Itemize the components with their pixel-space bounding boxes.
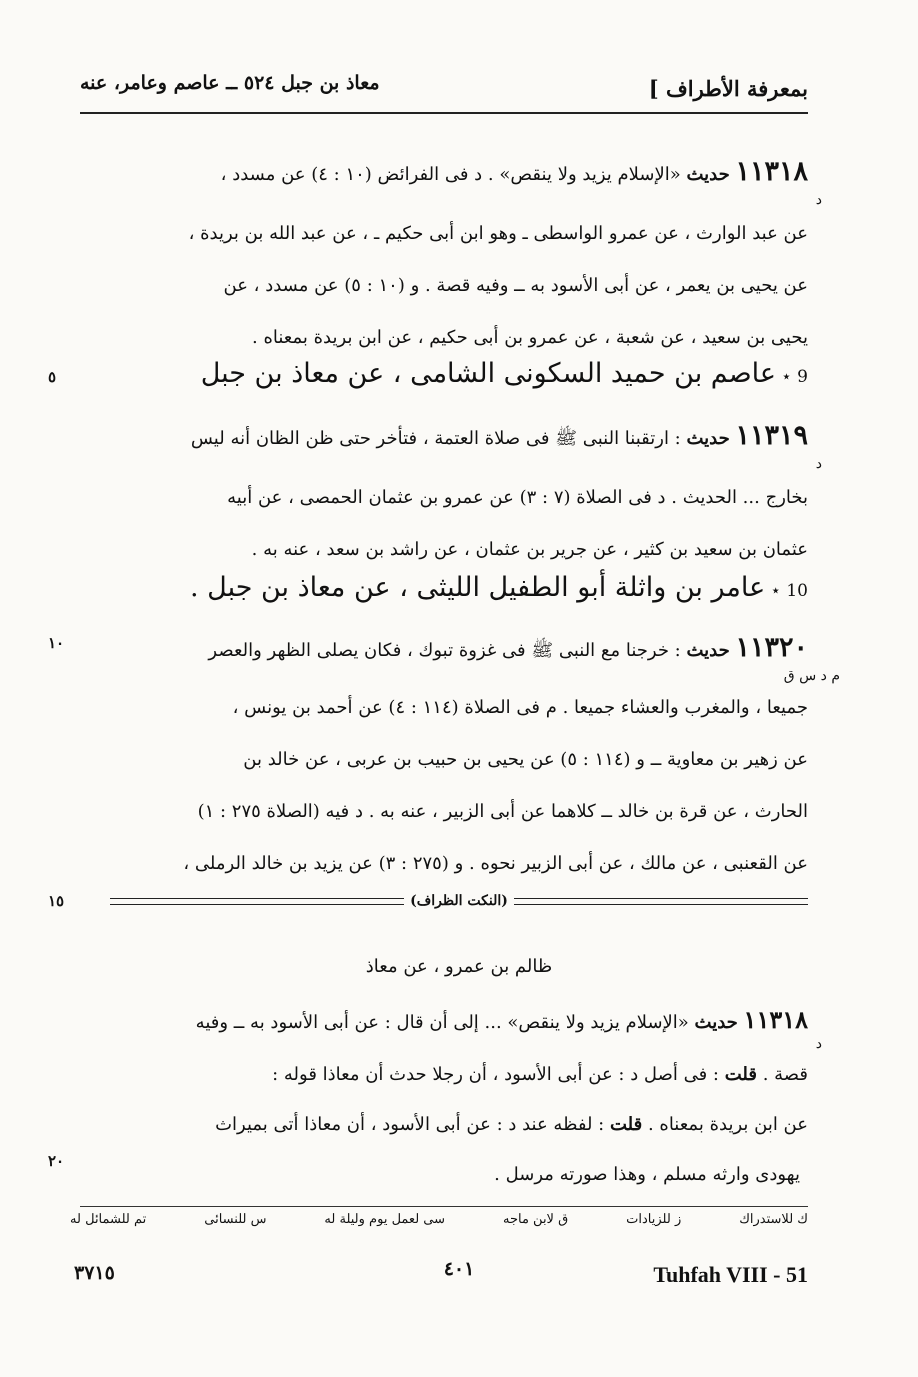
line-number-margin: ٥	[48, 368, 57, 386]
hadith-keyword: حديث	[686, 164, 730, 185]
hadith-keyword: حديث	[686, 640, 730, 661]
nukat-divider	[110, 893, 808, 909]
entry-line: بخارج ... الحديث . د فى الصلاة (٧ : ٣) عن عمرو بن عثمان الحمصى ، عن أبيه	[227, 487, 808, 508]
sigla-key-item: ز للزيادات	[626, 1212, 682, 1227]
qult-label: قلت	[724, 1064, 757, 1085]
entry-line: الحارث ، عن قرة بن خالد ــ كلاهما عن أبى الزبير ، عنه به . د فيه (الصلاة ٢٧٥ : ١)	[197, 801, 808, 822]
entry-line	[78, 1100, 808, 1150]
entry-text: : خرجنا مع النبى ﷺ فى غزوة تبوك ، فكان يصلى الظهر والعصر	[208, 640, 681, 661]
entry-text: : ارتقبنا النبى ﷺ فى صلاة العتمة ، فتأخر حتى ظن الظان أنه ليس	[190, 428, 681, 449]
sigla-key-item: ك للاستدراك	[739, 1212, 808, 1227]
entry-line: عن يحيى بن يعمر ، عن أبى الأسود به ــ وفيه قصة . و (١٠ : ٥) عن مسدد ، عن	[223, 275, 808, 296]
entry-line: جميعا ، والمغرب والعشاء جميعا . م فى الصلاة (١١٤ : ٤) عن أحمد بن يونس ،	[232, 697, 808, 718]
footnote-rule	[80, 1206, 808, 1207]
entry-line: عن زهير بن معاوية ــ و (١١٤ : ٥) عن يحيى بن حبيب بن عربى ، عن خالد بن	[243, 749, 808, 770]
sigla-key-item: ق لابن ماجه	[502, 1212, 569, 1227]
entry-text: : فى أصل د : عن أبى الأسود ، أن رجلا حدث أن معاذا قوله :	[272, 1064, 719, 1085]
hadith-keyword: حديث	[694, 1012, 738, 1033]
entry-text: : لفظه عند د : عن أبى الأسود ، أن معاذا أتى بميراث	[215, 1114, 605, 1135]
entry-lead: قصة .	[762, 1064, 808, 1085]
hadith-number: ١١٣١٩	[735, 420, 808, 451]
double-rule	[110, 898, 404, 905]
sigla: م د س ق	[783, 668, 840, 684]
entry-line: عن عبد الوارث ، عن عمرو الواسطى ـ وهو ابن أبى حكيم ـ ، عن عبد الله بن بريدة ،	[188, 223, 808, 244]
hadith-number: ١١٣١٨	[743, 1005, 808, 1034]
sigla-key-item: س للنسائى	[204, 1212, 267, 1227]
double-rule	[514, 898, 808, 905]
running-head-left: معاذ بن جبل ٥٢٤ ــ عاصم وعامر، عنه	[80, 72, 380, 94]
entry-line	[78, 628, 808, 682]
hadith-number: ١١٣١٨	[735, 156, 808, 187]
sigla-key	[70, 1212, 808, 1227]
volume-page-number: ٣٧١٥	[74, 1262, 115, 1284]
section-marker: 9 ⋆	[781, 367, 808, 387]
entry-text: «الإسلام يزيد ولا ينقص» ... إلى أن قال : عن أبى الأسود به ــ وفيه	[195, 1012, 689, 1033]
entry-line	[78, 416, 808, 472]
header-rule	[80, 112, 808, 114]
entry-line: عثمان بن سعيد بن كثير ، عن جرير بن عثمان ، عن راشد بن سعد ، عنه به .	[251, 539, 808, 560]
entry-text: «الإسلام يزيد ولا ينقص» . د فى الفرائض (١٠ : ٤) عن مسدد ،	[220, 164, 681, 185]
volume-reference: Tuhfah VIII - 51	[653, 1262, 808, 1287]
entry-line: يحيى بن سعيد ، عن شعبة ، عن عمرو بن أبى حكيم ، عن ابن بريدة بمعناه .	[252, 327, 808, 348]
page-number: ٤٠١	[443, 1258, 475, 1280]
hadith-number: ١١٣٢٠	[735, 632, 808, 663]
sigla: د	[815, 1036, 822, 1052]
running-head-right: بمعرفة الأطراف ]	[648, 76, 808, 101]
nukat-entry	[78, 1000, 808, 1200]
entry-11320	[78, 628, 808, 890]
line-number-margin: ١٠	[48, 634, 65, 652]
section-heading-9	[108, 358, 808, 389]
entry-11318	[78, 152, 808, 364]
sigla: د	[815, 192, 822, 208]
line-number-margin: ٢٠	[48, 1152, 65, 1170]
section-title: عاصم بن حميد السكونى الشامى ، عن معاذ بن جبل	[200, 358, 777, 389]
entry-line: يهودى وارثه مسلم ، وهذا صورته مرسل .	[494, 1164, 800, 1185]
section-title: عامر بن واثلة أبو الطفيل الليثى ، عن معاذ بن جبل .	[189, 572, 766, 603]
entry-line	[78, 1050, 808, 1100]
hadith-keyword: حديث	[686, 428, 730, 449]
nukat-subheading: ظالم بن عمرو ، عن معاذ	[365, 956, 553, 977]
section-marker: 10 ⋆	[770, 581, 808, 601]
sigla-key-item: تم للشمائل له	[70, 1212, 147, 1227]
section-heading-10	[108, 572, 808, 603]
divider-label: (النكت الظراف)	[410, 893, 508, 909]
sigla: د	[815, 456, 822, 472]
qult-label: قلت	[609, 1114, 643, 1135]
entry-11319	[78, 416, 808, 576]
entry-line: عن القعنبى ، عن مالك ، عن أبى الزبير نحوه . و (٢٧٥ : ٣) عن يزيد بن خالد الرملى ،	[183, 853, 808, 874]
line-number-margin: ١٥	[48, 892, 65, 910]
entry-line	[78, 152, 808, 208]
entry-lead: عن ابن بريدة بمعناه .	[647, 1114, 808, 1135]
sigla-key-item: سى لعمل يوم وليلة له	[324, 1212, 446, 1227]
entry-line	[78, 1000, 808, 1050]
